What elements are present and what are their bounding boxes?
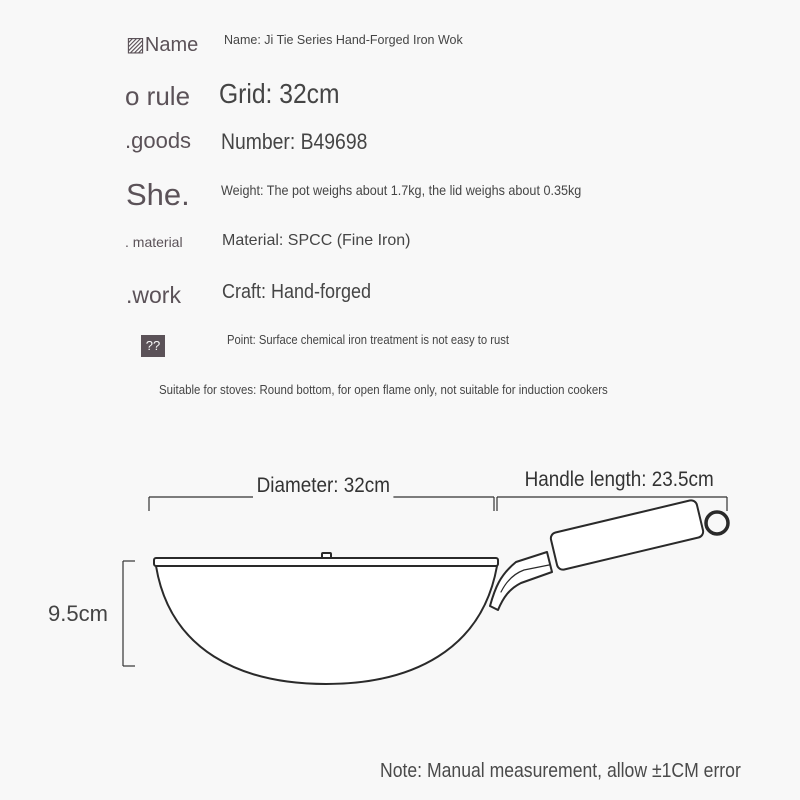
spec-value-name: Name: Ji Tie Series Hand-Forged Iron Wok — [224, 33, 463, 47]
spec-label-rule: o rule — [125, 81, 191, 111]
spec-value-weight: Weight: The pot weighs about 1.7kg, the lid weighs about 0.35kg — [221, 182, 582, 198]
diameter-label: Diameter: 32cm — [253, 474, 394, 498]
height-dimension-line — [123, 561, 135, 666]
wok-body — [154, 553, 498, 684]
spec-value-stoves: Suitable for stoves: Round bottom, for open flame only, not suitable for induction cookers — [159, 382, 608, 397]
height-label: 9.5cm — [48, 601, 108, 626]
spec-value-material: Material: SPCC (Fine Iron) — [222, 232, 411, 249]
spec-value-point: Point: Surface chemical iron treatment is not easy to rust — [227, 333, 510, 347]
spec-value-number: Number: B49698 — [221, 129, 368, 154]
handle-length-label: Handle length: 23.5cm — [521, 468, 717, 492]
spec-label-material: . material — [125, 234, 183, 250]
spec-label-name: ▨Name — [126, 34, 199, 56]
measurement-note: Note: Manual measurement, allow ±1CM error — [380, 760, 741, 782]
wok-handle — [490, 499, 728, 610]
spec-label-she: She. — [126, 177, 190, 212]
spec-label-point-icon: ?? — [141, 335, 165, 357]
diameter-dimension-line — [149, 497, 494, 511]
spec-label-goods: .goods — [125, 128, 192, 153]
spec-value-grid: Grid: 32cm — [219, 78, 340, 109]
spec-label-work: .work — [126, 282, 181, 308]
spec-value-craft: Craft: Hand-forged — [222, 281, 372, 303]
